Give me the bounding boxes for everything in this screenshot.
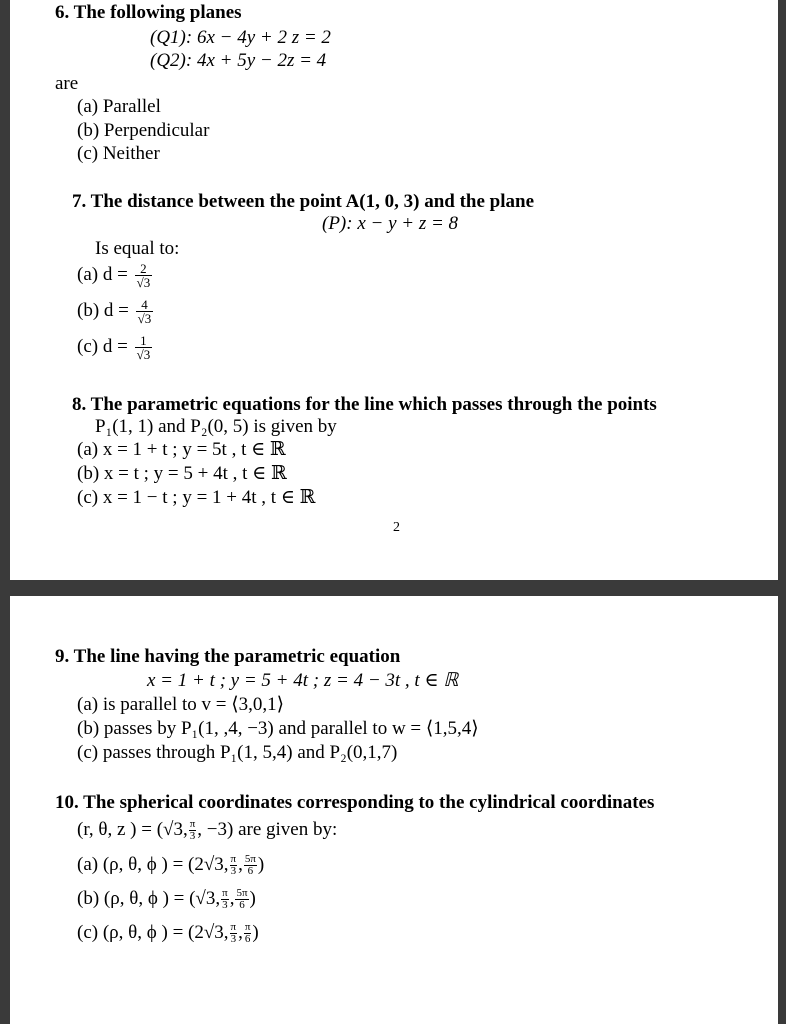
q8-heading: 8. The parametric equations for the line which passes through the points [72,394,657,415]
frac-num: 2 [135,262,153,276]
q8-option-b: (b) x = t ; y = 5 + 4t , t ∈ ℝ [77,463,287,484]
q10-option-b-pre: (b) (ρ, θ, ϕ ) = (√3, [77,888,221,909]
q10-given-post: , −3) are given by: [197,819,338,840]
q8-points: P₁(1, 1) and P₂(0, 5) is given by [95,416,337,437]
q9-equation: x = 1 + t ; y = 5 + 4t ; z = 4 − 3t , t ∈ ℝ [147,670,459,691]
frac-den: 6 [239,899,245,912]
q9-option-a: (a) is parallel to v = ⟨3,0,1⟩ [77,694,285,715]
q10-option-b [77,888,256,911]
q7-plane: (P): x − y + z = 8 [322,213,459,234]
frac-den: 6 [244,933,251,946]
q6-option-c: (c) Neither [77,143,160,164]
q9-heading: 9. The line having the parametric equation [55,646,401,667]
frac-num: π [222,887,228,900]
close-paren: ) [257,854,265,875]
q10-given-fraction [189,819,197,842]
viewer-frame-left [0,0,10,1024]
q10-given-pre: (r, θ, z ) = (√3, [77,819,188,840]
frac-num: π [230,921,237,934]
page-number: 2 [393,520,400,535]
frac-num: π [230,853,237,866]
q7-equal: Is equal to: [95,238,180,259]
close-paren: ) [252,922,259,943]
document-page-2 [10,596,778,1024]
comma: , [229,888,235,909]
q10-option-a [77,854,264,877]
q10-given [77,819,337,842]
q8-option-c: (c) x = 1 − t ; y = 1 + 4t , t ∈ ℝ [77,487,316,508]
q6-option-a: (a) Parallel [77,96,161,117]
document-page-1 [10,0,778,580]
q6-eq1: (Q1): 6x − 4y + 2 z = 2 [150,27,331,48]
frac-num: π [189,818,196,831]
comma: , [238,854,243,875]
comma: , [238,922,243,943]
q6-heading: 6. The following planes [55,2,242,23]
frac-den: 6 [247,865,254,878]
q10-option-c-pre: (c) (ρ, θ, ϕ ) = (2√3, [77,922,229,943]
q8-option-a: (a) x = 1 + t ; y = 5t , t ∈ ℝ [77,439,286,460]
q9-option-b: (b) passes by P₁(1, ,4, −3) and parallel to w = ⟨1,5,4⟩ [77,718,479,739]
q7-option-a [77,262,152,289]
q7-option-c-fraction [135,334,153,361]
q10-option-c-fraction-2 [244,922,252,945]
q7-option-a-label: (a) d = [77,263,128,285]
frac-num: 1 [135,334,153,348]
q10-option-c-fraction-1 [230,922,238,945]
q10-option-b-fraction-2 [235,888,248,911]
q7-option-c-label: (c) d = [77,335,128,357]
q10-option-a-fraction-2 [244,854,257,877]
q10-heading: 10. The spherical coordinates corresponding to the cylindrical coordinates [55,792,655,813]
q10-option-b-fraction-1 [221,888,229,911]
q9-option-c: (c) passes through P₁(1, 5,4) and P₂(0,1,7) [77,742,398,763]
frac-den: √3 [136,275,151,290]
frac-den: 3 [230,933,237,946]
close-paren: ) [249,888,256,909]
q6-are: are [55,73,79,94]
q7-option-b [77,298,153,325]
frac-num: 5π [244,853,256,866]
q10-option-a-pre: (a) (ρ, θ, ϕ ) = (2√3, [77,854,229,875]
frac-den: √3 [136,347,151,362]
frac-num: 4 [136,298,154,312]
q6-option-b: (b) Perpendicular [77,120,210,141]
q10-option-c [77,922,259,945]
q7-option-a-fraction [135,262,153,289]
frac-den: 3 [189,830,196,843]
q7-option-c [77,334,152,361]
q7-heading: 7. The distance between the point A(1, 0, 3) and the plane [72,191,535,212]
q7-option-b-fraction [136,298,154,325]
viewer-frame-right [778,0,786,1024]
q7-option-b-label: (b) d = [77,299,129,321]
frac-den: 3 [230,865,237,878]
frac-den: 3 [222,899,228,912]
page-separator [0,580,786,596]
q6-eq2: (Q2): 4x + 5y − 2z = 4 [150,50,327,71]
frac-num: 5π [236,887,248,900]
q10-option-a-fraction-1 [230,854,238,877]
frac-num: π [244,921,251,934]
frac-den: √3 [137,311,152,326]
